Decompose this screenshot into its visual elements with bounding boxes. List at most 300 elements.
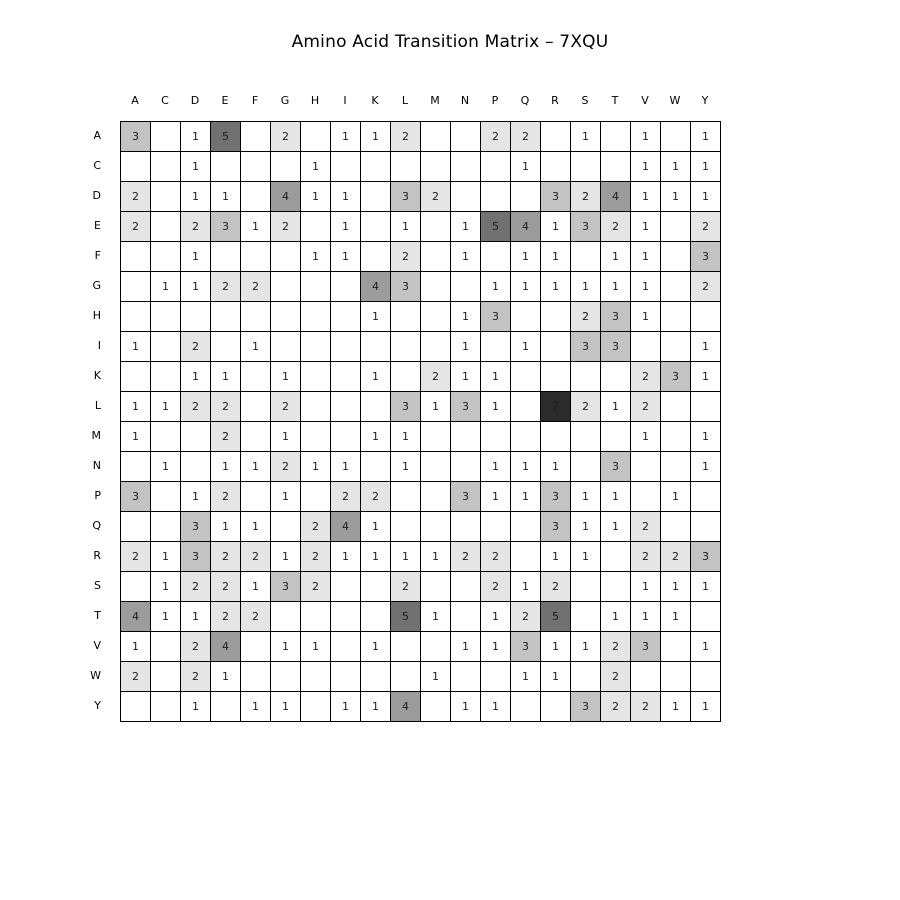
matrix-cell [181, 422, 211, 452]
x-axis-label: K [371, 94, 379, 107]
matrix-cell [121, 362, 151, 392]
matrix-cell [331, 302, 361, 332]
y-axis-label: V [93, 639, 101, 652]
matrix-cell [421, 692, 451, 722]
x-axis-labels [120, 88, 722, 114]
matrix-cell: 1 [331, 452, 361, 482]
matrix-cell [271, 152, 301, 182]
matrix-cell: 1 [331, 242, 361, 272]
x-axis-label: W [669, 94, 681, 107]
matrix-cell: 1 [271, 632, 301, 662]
matrix-cell: 2 [661, 542, 691, 572]
matrix-cell: 2 [631, 392, 661, 422]
matrix-cell [691, 512, 721, 542]
matrix-cell: 1 [361, 362, 391, 392]
matrix-cell: 1 [661, 572, 691, 602]
y-axis-label: L [94, 399, 101, 412]
matrix-cell [121, 272, 151, 302]
matrix-cell: 1 [511, 662, 541, 692]
x-axis-label: F [251, 94, 259, 107]
matrix-cell: 1 [361, 632, 391, 662]
matrix-cell: 7 [541, 392, 571, 422]
x-axis-label: N [460, 94, 470, 107]
matrix-cell: 1 [541, 662, 571, 692]
matrix-cell: 1 [121, 332, 151, 362]
matrix-cell [121, 572, 151, 602]
matrix-cell [301, 602, 331, 632]
matrix-cell [571, 422, 601, 452]
matrix-cell: 1 [181, 122, 211, 152]
matrix-cell [241, 122, 271, 152]
matrix-cell: 1 [241, 332, 271, 362]
matrix-cell [661, 122, 691, 152]
matrix-cell: 1 [241, 572, 271, 602]
matrix-cell [121, 512, 151, 542]
matrix-cell: 2 [421, 182, 451, 212]
matrix-cell: 1 [691, 692, 721, 722]
matrix-cell: 1 [331, 212, 361, 242]
matrix-cell: 1 [631, 212, 661, 242]
matrix-cell: 1 [211, 662, 241, 692]
matrix-cell: 2 [271, 122, 301, 152]
matrix-cell: 1 [631, 152, 661, 182]
matrix-cell [451, 512, 481, 542]
matrix-cell: 1 [661, 182, 691, 212]
matrix-cell [421, 302, 451, 332]
matrix-cell [661, 662, 691, 692]
matrix-cell [361, 152, 391, 182]
matrix-row [121, 302, 721, 332]
matrix-cell [601, 572, 631, 602]
matrix-cell [571, 572, 601, 602]
matrix-cell: 1 [121, 392, 151, 422]
matrix-cell: 1 [421, 602, 451, 632]
matrix-cell: 1 [391, 422, 421, 452]
matrix-cell [421, 332, 451, 362]
y-axis-label: Y [94, 699, 101, 712]
matrix-row [121, 242, 721, 272]
matrix-cell: 2 [181, 572, 211, 602]
matrix-cell [451, 122, 481, 152]
matrix-cell: 1 [661, 692, 691, 722]
matrix-cell [661, 632, 691, 662]
matrix-cell [331, 572, 361, 602]
matrix-cell: 3 [391, 392, 421, 422]
y-axis-label: E [94, 219, 101, 232]
matrix-cell: 3 [571, 692, 601, 722]
matrix-cell: 1 [451, 692, 481, 722]
matrix-cell: 2 [211, 422, 241, 452]
x-axis-label: I [343, 94, 347, 107]
matrix-cell: 2 [601, 692, 631, 722]
matrix-cell [541, 152, 571, 182]
matrix-cell [691, 662, 721, 692]
matrix-cell: 1 [361, 422, 391, 452]
matrix-cell [601, 362, 631, 392]
x-axis-label: R [551, 94, 559, 107]
y-axis-label: N [92, 459, 101, 472]
matrix-cell [421, 572, 451, 602]
matrix-cell [241, 362, 271, 392]
matrix-cell: 4 [601, 182, 631, 212]
matrix-cell: 1 [451, 632, 481, 662]
matrix-cell: 2 [601, 632, 631, 662]
matrix-cell [361, 332, 391, 362]
matrix-cell: 2 [631, 362, 661, 392]
matrix-cell [511, 422, 541, 452]
matrix-cell: 1 [631, 122, 661, 152]
matrix-cell [361, 452, 391, 482]
matrix-cell [541, 302, 571, 332]
matrix-cell: 5 [391, 602, 421, 632]
matrix-cell [391, 512, 421, 542]
matrix-cell: 1 [631, 272, 661, 302]
matrix-cell [481, 152, 511, 182]
matrix-cell: 1 [271, 422, 301, 452]
matrix-row [121, 182, 721, 212]
matrix-cell [331, 272, 361, 302]
matrix-cell [121, 452, 151, 482]
matrix-cell: 2 [691, 212, 721, 242]
matrix-cell [331, 362, 361, 392]
matrix-cell [661, 212, 691, 242]
matrix-cell [271, 332, 301, 362]
matrix-row [121, 512, 721, 542]
matrix-cell: 3 [601, 302, 631, 332]
matrix-cell: 1 [451, 362, 481, 392]
matrix-cell [601, 122, 631, 152]
matrix-cell: 2 [271, 392, 301, 422]
matrix-cell: 1 [451, 332, 481, 362]
chart-title: Amino Acid Transition Matrix – 7XQU [291, 32, 609, 52]
y-axis-label: W [90, 669, 101, 682]
matrix-cell: 1 [481, 602, 511, 632]
matrix-cell: 4 [331, 512, 361, 542]
matrix-cell [691, 302, 721, 332]
matrix-cell [601, 542, 631, 572]
matrix-cell [451, 662, 481, 692]
matrix-cell [151, 212, 181, 242]
matrix-cell: 3 [541, 182, 571, 212]
matrix-row [121, 482, 721, 512]
matrix-cell: 1 [631, 242, 661, 272]
matrix-cell [151, 482, 181, 512]
matrix-cell: 3 [481, 302, 511, 332]
matrix-cell: 1 [481, 482, 511, 512]
matrix-cell [121, 242, 151, 272]
matrix-cell: 1 [361, 302, 391, 332]
matrix-cell: 1 [541, 632, 571, 662]
matrix-cell [451, 602, 481, 632]
matrix-cell: 1 [511, 572, 541, 602]
matrix-cell: 1 [211, 452, 241, 482]
matrix-cell: 4 [361, 272, 391, 302]
matrix-cell: 2 [241, 272, 271, 302]
matrix-cell [331, 152, 361, 182]
matrix-cell: 1 [361, 542, 391, 572]
matrix-cell [391, 332, 421, 362]
matrix-cell [331, 632, 361, 662]
matrix-cell [481, 422, 511, 452]
matrix-cell [211, 332, 241, 362]
matrix-row [121, 572, 721, 602]
matrix-cell: 2 [511, 122, 541, 152]
matrix-cell [211, 152, 241, 182]
matrix-cell [151, 302, 181, 332]
matrix-cell: 1 [181, 242, 211, 272]
matrix-cell: 2 [571, 302, 601, 332]
y-axis-label: T [94, 609, 101, 622]
matrix-cell [541, 122, 571, 152]
matrix-cell [481, 512, 511, 542]
matrix-cell [451, 422, 481, 452]
matrix-cell: 3 [511, 632, 541, 662]
matrix-cell [511, 542, 541, 572]
matrix-cell [331, 662, 361, 692]
matrix-cell [151, 362, 181, 392]
matrix-cell: 2 [601, 662, 631, 692]
matrix-cell [271, 512, 301, 542]
matrix-row [121, 212, 721, 242]
matrix-cell [361, 212, 391, 242]
matrix-cell: 1 [151, 542, 181, 572]
matrix-cell [391, 152, 421, 182]
matrix-cell: 1 [361, 692, 391, 722]
matrix-cell: 1 [451, 302, 481, 332]
matrix-cell [271, 272, 301, 302]
x-axis-label: G [280, 94, 290, 107]
matrix-cell: 5 [211, 122, 241, 152]
matrix-cell: 1 [691, 452, 721, 482]
matrix-cell: 1 [151, 392, 181, 422]
x-axis-label: A [131, 94, 139, 107]
matrix-cell [301, 482, 331, 512]
matrix-cell: 1 [511, 242, 541, 272]
matrix-cell [661, 392, 691, 422]
matrix-cell: 1 [511, 152, 541, 182]
matrix-cell: 3 [121, 122, 151, 152]
x-axis-label: S [581, 94, 589, 107]
matrix-cell: 3 [451, 392, 481, 422]
matrix-cell: 1 [301, 152, 331, 182]
matrix-cell: 1 [631, 602, 661, 632]
matrix-cell [481, 332, 511, 362]
matrix-cell [421, 632, 451, 662]
matrix-cell: 2 [121, 212, 151, 242]
matrix-cell: 3 [601, 452, 631, 482]
matrix-cell [601, 422, 631, 452]
matrix-cell: 3 [571, 332, 601, 362]
y-axis-label: Q [92, 519, 101, 532]
matrix-cell: 2 [211, 572, 241, 602]
matrix-row [121, 362, 721, 392]
matrix-cell [661, 512, 691, 542]
matrix-cell [691, 602, 721, 632]
matrix-cell [301, 302, 331, 332]
matrix-cell [451, 452, 481, 482]
matrix-cell [271, 302, 301, 332]
matrix-cell: 1 [691, 422, 721, 452]
matrix-cell [481, 182, 511, 212]
matrix-cell: 2 [421, 362, 451, 392]
matrix-cell [631, 452, 661, 482]
matrix-cell: 2 [271, 452, 301, 482]
matrix-cell [301, 212, 331, 242]
matrix-cell: 2 [391, 572, 421, 602]
matrix-cell: 1 [661, 152, 691, 182]
matrix-cell [511, 182, 541, 212]
matrix-cell [151, 662, 181, 692]
matrix-cell: 3 [541, 512, 571, 542]
matrix-cell [241, 662, 271, 692]
matrix-cell: 2 [271, 212, 301, 242]
matrix-cell: 1 [571, 512, 601, 542]
matrix-cell: 2 [181, 632, 211, 662]
matrix-cell [361, 392, 391, 422]
matrix-cell [151, 512, 181, 542]
matrix-cell [151, 332, 181, 362]
matrix-cell: 1 [121, 422, 151, 452]
matrix-cell: 1 [151, 572, 181, 602]
matrix-cell [481, 662, 511, 692]
matrix-cell: 3 [121, 482, 151, 512]
matrix-cell [271, 662, 301, 692]
matrix-cell: 2 [211, 602, 241, 632]
matrix-cell [391, 362, 421, 392]
matrix-cell: 2 [451, 542, 481, 572]
matrix-cell: 2 [241, 602, 271, 632]
y-axis-label: D [92, 189, 101, 202]
matrix-cell [451, 572, 481, 602]
matrix-cell: 2 [601, 212, 631, 242]
matrix-cell: 1 [541, 272, 571, 302]
matrix-cell [271, 602, 301, 632]
matrix-cell: 2 [181, 662, 211, 692]
matrix-cell [151, 152, 181, 182]
matrix-cell: 1 [571, 272, 601, 302]
matrix-cell: 1 [541, 212, 571, 242]
x-axis-label: D [190, 94, 200, 107]
transition-matrix [120, 121, 721, 722]
matrix-cell: 2 [301, 512, 331, 542]
x-axis-label: P [491, 94, 499, 107]
matrix-cell [631, 332, 661, 362]
y-axis-label: S [94, 579, 101, 592]
matrix-cell: 1 [481, 692, 511, 722]
matrix-cell [451, 272, 481, 302]
matrix-cell: 3 [181, 542, 211, 572]
matrix-cell: 1 [601, 242, 631, 272]
matrix-cell: 2 [211, 272, 241, 302]
matrix-cell [151, 422, 181, 452]
matrix-cell: 2 [391, 242, 421, 272]
matrix-cell: 1 [211, 512, 241, 542]
matrix-cell: 2 [301, 572, 331, 602]
x-axis-label: Q [520, 94, 530, 107]
matrix-cell: 1 [631, 302, 661, 332]
matrix-cell: 1 [601, 272, 631, 302]
matrix-cell [361, 662, 391, 692]
matrix-cell: 1 [601, 512, 631, 542]
x-axis-label: H [310, 94, 320, 107]
matrix-cell [271, 242, 301, 272]
matrix-cell: 1 [571, 482, 601, 512]
x-axis-label: T [611, 94, 619, 107]
matrix-cell: 2 [481, 122, 511, 152]
matrix-cell [631, 662, 661, 692]
matrix-cell [181, 452, 211, 482]
matrix-cell: 3 [571, 212, 601, 242]
matrix-row [121, 602, 721, 632]
matrix-cell [301, 662, 331, 692]
matrix-cell [421, 212, 451, 242]
matrix-cell [661, 452, 691, 482]
matrix-cell [391, 482, 421, 512]
matrix-row [121, 452, 721, 482]
matrix-cell: 1 [631, 422, 661, 452]
y-axis-label: K [93, 369, 101, 382]
matrix-cell [571, 452, 601, 482]
matrix-cell [301, 122, 331, 152]
matrix-cell [331, 422, 361, 452]
matrix-cell: 1 [301, 452, 331, 482]
matrix-cell: 1 [151, 452, 181, 482]
matrix-cell: 1 [211, 362, 241, 392]
matrix-cell [451, 152, 481, 182]
matrix-cell [361, 572, 391, 602]
matrix-cell: 3 [271, 572, 301, 602]
y-axis-label: R [93, 549, 101, 562]
matrix-cell [421, 122, 451, 152]
matrix-cell [241, 632, 271, 662]
matrix-cell [451, 182, 481, 212]
matrix-cell: 1 [541, 242, 571, 272]
matrix-cell: 1 [361, 122, 391, 152]
matrix-cell: 3 [631, 632, 661, 662]
matrix-cell: 3 [691, 542, 721, 572]
matrix-cell [421, 152, 451, 182]
matrix-cell: 2 [391, 122, 421, 152]
matrix-cell [661, 422, 691, 452]
matrix-cell: 1 [481, 452, 511, 482]
matrix-cell [541, 332, 571, 362]
matrix-cell: 1 [241, 512, 271, 542]
x-axis-label: V [641, 94, 649, 107]
matrix-cell: 1 [481, 362, 511, 392]
matrix-cell: 2 [631, 542, 661, 572]
matrix-cell: 1 [271, 362, 301, 392]
matrix-cell: 1 [181, 362, 211, 392]
matrix-row [121, 692, 721, 722]
matrix-cell: 1 [601, 482, 631, 512]
y-axis-label: P [94, 489, 101, 502]
matrix-cell: 1 [121, 632, 151, 662]
matrix-cell [571, 242, 601, 272]
matrix-row [121, 542, 721, 572]
matrix-cell: 2 [181, 392, 211, 422]
x-axis-label: L [401, 94, 409, 107]
matrix-cell [301, 272, 331, 302]
matrix-cell: 2 [481, 572, 511, 602]
matrix-cell: 1 [511, 482, 541, 512]
matrix-cell: 1 [571, 632, 601, 662]
matrix-cell: 2 [571, 392, 601, 422]
matrix-cell [571, 362, 601, 392]
y-axis-label: C [93, 159, 101, 172]
matrix-cell [661, 272, 691, 302]
matrix-cell: 1 [331, 692, 361, 722]
matrix-cell: 1 [691, 182, 721, 212]
